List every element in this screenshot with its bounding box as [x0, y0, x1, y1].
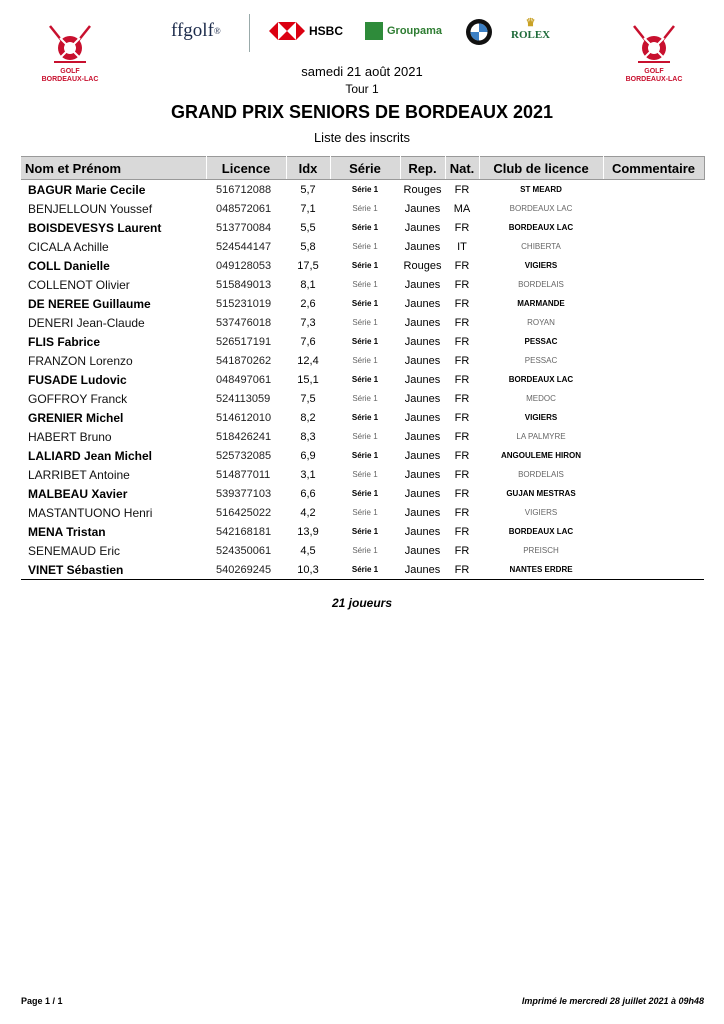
cell-nat: FR	[454, 259, 470, 272]
cell-serie: Série 1	[330, 560, 400, 580]
player-count: 21 joueurs	[331, 596, 393, 610]
table-row	[21, 484, 704, 503]
cell-club: MARMANDE	[517, 299, 565, 308]
club-logo-text-1: GOLF	[60, 68, 80, 75]
cell-serie: Série 1	[352, 356, 378, 365]
cell-nat: FR	[454, 392, 470, 405]
table-row	[21, 313, 704, 332]
rolex-crown-icon: ♛	[525, 17, 536, 29]
cell-serie: Série 1	[351, 375, 379, 384]
cell-nat: FR	[454, 411, 470, 424]
cell-comment	[603, 503, 704, 522]
cell-rep: Jaunes	[404, 373, 441, 386]
cell-nat: MA	[453, 202, 471, 215]
cell-serie: Série 1	[351, 223, 379, 232]
cell-serie: Série 1	[351, 413, 379, 422]
cell-idx: 3,1	[300, 468, 316, 481]
table-row	[21, 560, 704, 580]
column-header-licence: Licence	[206, 157, 286, 180]
cell-licence: 049128053	[216, 259, 272, 272]
cell-comment	[603, 427, 704, 446]
bmw-logo	[465, 18, 493, 46]
cell-licence: 524350061	[216, 544, 272, 557]
cell-rep: Jaunes	[404, 487, 441, 500]
cell-rep: Jaunes	[404, 335, 441, 348]
cell-name: MASTANTUONO Henri	[28, 505, 153, 520]
cell-nat: FR	[454, 297, 470, 310]
table-header-row	[21, 157, 704, 180]
cell-name: GRENIER Michel	[28, 410, 124, 425]
cell-idx: 5,7	[300, 183, 316, 196]
cell-rep: Jaunes	[400, 560, 445, 580]
ffgolf-text: ffgolf	[171, 20, 214, 41]
cell-club: PESSAC	[524, 337, 558, 346]
table-row	[21, 370, 704, 389]
column-header-comment: Commentaire	[603, 157, 704, 180]
cell-rep: Jaunes	[404, 468, 441, 481]
cell-comment	[603, 218, 704, 237]
club-logo-text-2: BORDEAUX-LAC	[41, 76, 99, 83]
cell-nat: FR	[454, 430, 470, 443]
cell-idx: 4,2	[300, 506, 316, 519]
table-row	[21, 199, 704, 218]
cell-club: MEDOC	[526, 394, 556, 403]
cell-licence: 525732085	[216, 449, 272, 462]
table-row	[21, 541, 704, 560]
cell-rep: Jaunes	[404, 354, 441, 367]
cell-club: CHIBERTA	[521, 242, 561, 251]
cell-nat: FR	[454, 278, 470, 291]
cell-name: LARRIBET Antoine	[28, 467, 130, 482]
cell-serie: Série 1	[351, 337, 379, 346]
cell-idx: 12,4	[297, 354, 319, 367]
cell-comment	[603, 199, 704, 218]
cell-nat: FR	[454, 335, 470, 348]
table-row	[21, 218, 704, 237]
cell-comment	[603, 484, 704, 503]
rolex-logo	[511, 18, 550, 41]
cell-idx: 7,1	[300, 202, 316, 215]
cell-club: VIGIERS	[524, 413, 558, 422]
cell-name: COLLENOT Olivier	[28, 277, 130, 292]
cell-name: GOFFROY Franck	[28, 391, 128, 406]
cell-rep: Rouges	[403, 259, 442, 272]
cell-nat: FR	[454, 373, 470, 386]
cell-licence: 542168181	[216, 525, 272, 538]
cell-comment	[603, 370, 704, 389]
cell-serie: Série 1	[352, 432, 378, 441]
cell-rep: Jaunes	[404, 544, 441, 557]
table-row	[21, 351, 704, 370]
cell-club: VIGIERS	[524, 508, 558, 517]
cell-licence: 524544147	[216, 240, 272, 253]
cell-rep: Jaunes	[404, 392, 441, 405]
cell-licence: 524113059	[216, 392, 271, 405]
column-header-idx: Idx	[286, 157, 330, 180]
cell-licence: 537476018	[216, 316, 272, 329]
cell-club: PREISCH	[523, 546, 559, 555]
page-number: Page 1 / 1	[21, 996, 63, 1006]
cell-licence: 539377103	[216, 487, 272, 500]
groupama-logo	[365, 22, 442, 40]
cell-club: BORDEAUX LAC	[509, 204, 573, 213]
column-header-serie: Série	[330, 157, 400, 180]
cell-name: FLIS Fabrice	[28, 334, 101, 349]
cell-rep: Jaunes	[404, 202, 441, 215]
cell-name: FUSADE Ludovic	[28, 372, 127, 387]
groupama-square-icon	[365, 22, 383, 40]
cell-rep: Jaunes	[404, 506, 441, 519]
cell-name: DENERI Jean-Claude	[28, 315, 145, 330]
column-header-rep: Rep.	[400, 157, 445, 180]
cell-idx: 5,8	[300, 240, 316, 253]
cell-name: DE NEREE Guillaume	[28, 296, 151, 311]
cell-serie: Série 1	[352, 242, 378, 251]
cell-club: BORDEAUX LAC	[508, 527, 574, 536]
cell-nat: FR	[454, 316, 470, 329]
cell-idx: 2,6	[300, 297, 316, 310]
column-header-nat: Nat.	[445, 157, 479, 180]
cell-name: MALBEAU Xavier	[28, 486, 128, 501]
ffgolf-logo	[171, 20, 221, 42]
cell-idx: 8,3	[300, 430, 316, 443]
cell-nat: FR	[454, 506, 470, 519]
cell-rep: Jaunes	[404, 525, 441, 538]
cell-name: LALIARD Jean Michel	[28, 448, 153, 463]
cell-comment	[603, 237, 704, 256]
cell-nat: FR	[454, 544, 470, 557]
table-row	[21, 275, 704, 294]
cell-name: MENA Tristan	[28, 524, 106, 539]
cell-comment	[603, 256, 704, 275]
cell-comment	[603, 446, 704, 465]
cell-idx: 6,6	[300, 487, 316, 500]
cell-rep: Jaunes	[404, 449, 441, 462]
event-date: samedi 21 août 2021	[301, 64, 423, 79]
cell-idx: 7,5	[300, 392, 316, 405]
cell-comment	[603, 294, 704, 313]
cell-idx: 15,1	[297, 373, 319, 386]
cell-rep: Jaunes	[404, 240, 441, 253]
cell-name: CICALA Achille	[28, 239, 109, 254]
registrants-table	[21, 156, 705, 580]
cell-idx: 10,3	[286, 560, 330, 580]
cell-comment	[603, 541, 704, 560]
cell-licence: 515231019	[216, 297, 272, 310]
cell-comment	[603, 180, 704, 200]
cell-rep: Jaunes	[404, 297, 441, 310]
cell-club: ST MEARD	[520, 185, 562, 194]
cell-club: BORDEAUX LAC	[508, 375, 574, 384]
cell-comment	[603, 351, 704, 370]
cell-nat: IT	[457, 240, 467, 253]
table-row	[21, 180, 704, 200]
table-row	[21, 465, 704, 484]
cell-rep: Jaunes	[404, 221, 441, 234]
cell-rep: Jaunes	[404, 278, 441, 291]
cell-idx: 13,9	[297, 525, 319, 538]
column-header-club: Club de licence	[479, 157, 603, 180]
table-row	[21, 503, 704, 522]
cell-club: VIGIERS	[524, 261, 558, 270]
registered-mark: ®	[213, 26, 221, 36]
cell-club: BORDELAIS	[518, 470, 564, 479]
cell-idx: 8,2	[300, 411, 316, 424]
cell-serie: Série 1	[351, 185, 379, 194]
rolex-text: ROLEX	[511, 29, 551, 41]
page-subtitle: Liste des inscrits	[313, 130, 411, 145]
cell-rep: Jaunes	[404, 411, 441, 424]
cell-nat: FR	[454, 221, 470, 234]
cell-idx: 8,1	[300, 278, 316, 291]
cell-club: NANTES ERDRE	[479, 560, 603, 580]
table-row	[21, 522, 704, 541]
cell-licence: 514612010	[216, 411, 272, 424]
cell-idx: 6,9	[300, 449, 316, 462]
cell-club: ROYAN	[527, 318, 555, 327]
cell-name: BOISDEVESYS Laurent	[28, 220, 162, 235]
cell-rep: Jaunes	[404, 316, 441, 329]
cell-nat: FR	[445, 560, 479, 580]
cell-rep: Rouges	[403, 183, 442, 196]
cell-comment	[603, 408, 704, 427]
table-row	[21, 237, 704, 256]
cell-licence: 513770084	[216, 221, 272, 234]
hsbc-logo	[269, 22, 343, 40]
golf-club-emblem-icon	[44, 22, 96, 68]
cell-club: BORDELAIS	[518, 280, 564, 289]
cell-licence: 526517191	[216, 335, 272, 348]
table-row	[21, 446, 704, 465]
event-round: Tour 1	[345, 82, 379, 96]
column-header-name: Nom et Prénom	[21, 157, 206, 180]
cell-comment	[603, 560, 704, 580]
cell-name: SENEMAUD Eric	[28, 543, 121, 558]
cell-name: COLL Danielle	[28, 258, 110, 273]
hsbc-text: HSBC	[309, 24, 344, 38]
cell-licence: 048497061	[216, 373, 272, 386]
cell-licence: 541870262	[216, 354, 272, 367]
groupama-text: Groupama	[387, 25, 443, 37]
cell-club: PESSAC	[524, 356, 558, 365]
table-row	[21, 256, 704, 275]
cell-serie: Série 1	[352, 470, 378, 479]
table-row	[21, 294, 704, 313]
table-row	[21, 389, 704, 408]
cell-nat: FR	[454, 525, 470, 538]
cell-licence: 518426241	[216, 430, 272, 443]
club-logo-text-1: GOLF	[644, 68, 664, 75]
cell-nat: FR	[454, 449, 470, 462]
cell-idx: 7,6	[300, 335, 316, 348]
bmw-roundel-icon	[465, 18, 493, 46]
table-row	[21, 332, 704, 351]
cell-serie: Série 1	[352, 318, 378, 327]
cell-licence: 516425022	[216, 506, 272, 519]
cell-serie: Série 1	[352, 546, 378, 555]
club-logo-text-2: BORDEAUX-LAC	[625, 76, 683, 83]
cell-name: HABERT Bruno	[28, 429, 112, 444]
cell-club: ANGOULEME HIRON	[501, 451, 581, 460]
cell-serie: Série 1	[351, 489, 379, 498]
cell-comment	[603, 389, 704, 408]
cell-serie: Série 1	[352, 508, 378, 517]
cell-comment	[603, 313, 704, 332]
cell-idx: 7,3	[300, 316, 316, 329]
cell-serie: Série 1	[351, 451, 379, 460]
table-row	[21, 427, 704, 446]
sponsor-divider	[249, 14, 250, 52]
cell-club: BORDEAUX LAC	[508, 223, 574, 232]
golf-club-emblem-icon	[628, 22, 680, 68]
page-title: GRAND PRIX SENIORS DE BORDEAUX 2021	[170, 102, 554, 122]
cell-idx: 17,5	[297, 259, 319, 272]
cell-nat: FR	[454, 487, 470, 500]
hsbc-hexagon-icon	[269, 22, 305, 40]
cell-nat: FR	[454, 468, 470, 481]
cell-club: LA PALMYRE	[516, 432, 566, 441]
cell-serie: Série 1	[352, 394, 378, 403]
print-date: Imprimé le mercredi 28 juillet 2021 à 09h48	[521, 996, 704, 1006]
cell-serie: Série 1	[351, 299, 379, 308]
cell-licence: 514877011	[216, 468, 271, 481]
cell-name: VINET Sébastien	[21, 560, 206, 580]
table-row	[21, 408, 704, 427]
cell-nat: FR	[454, 354, 470, 367]
cell-comment	[603, 465, 704, 484]
cell-serie: Série 1	[352, 280, 378, 289]
cell-comment	[603, 275, 704, 294]
cell-comment	[603, 332, 704, 351]
cell-licence: 516712088	[216, 183, 272, 196]
cell-name: BAGUR Marie Cecile	[28, 182, 146, 197]
cell-name: FRANZON Lorenzo	[28, 353, 133, 368]
cell-licence: 048572061	[216, 202, 272, 215]
sponsor-bar	[165, 14, 565, 54]
cell-nat: FR	[454, 183, 470, 196]
cell-serie: Série 1	[352, 204, 378, 213]
cell-rep: Jaunes	[404, 430, 441, 443]
cell-idx: 5,5	[300, 221, 316, 234]
cell-serie: Série 1	[351, 527, 379, 536]
cell-licence: 515849013	[216, 278, 272, 291]
cell-licence: 540269245	[206, 560, 286, 580]
cell-comment	[603, 522, 704, 541]
cell-serie: Série 1	[351, 261, 379, 270]
cell-idx: 4,5	[300, 544, 316, 557]
cell-name: BENJELLOUN Youssef	[28, 201, 153, 216]
cell-club: GUJAN MESTRAS	[506, 489, 576, 498]
